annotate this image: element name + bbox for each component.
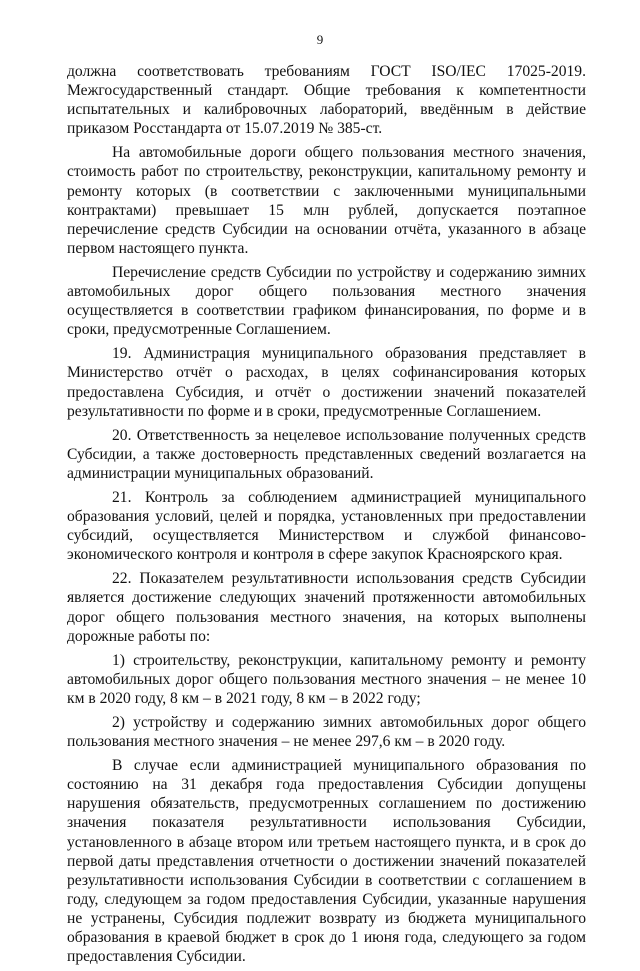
paragraph-continuation: должна соответствовать требованиям ГОСТ ISO/IEC 17025-2019. Межгосударственный стандарт. Общие требования к компетентности испытательных и калибровочных лабораторий, введённым в действие приказом Росстандарта от 15.07.2019 № 385-ст. — [67, 63, 586, 138]
list-item-2: 2) устройству и содержанию зимних автомобильных дорог общего пользования местного значения – не менее 297,6 км – в 2020 году. — [67, 714, 586, 751]
paragraph-21: 21. Контроль за соблюдением администрацией муниципального образования условий, целей и порядка, установленных при предоставлении субсидий, осуществляется Министерством и службой финансово-экономического контроля и контроля в сфере закупок Красноярского края. — [67, 488, 586, 564]
paragraph-refund-conditions: В случае если администрацией муниципального образования по состоянию на 31 декабря года предоставления Субсидии допущены нарушения обязательств, предусмотренных соглашением по достижению значения показателя результативности использования Субсидии, установленного в абзаце втором или третьем настоящего пункта, и в срок до первой даты представления отчетности о достижении значений показателей результативности использования Субсидии в соответствии с соглашением в году, следующем за годом предоставления Субсидии, указанные нарушения не устранены, Субсидия подлежит возврату из бюджета муниципального образования в краевой бюджет в срок до 1 июня года, следующего за годом предоставления Субсидии. — [67, 757, 586, 966]
page-number: 9 — [316, 32, 324, 47]
paragraph-22: 22. Показателем результативности использования средств Субсидии является достижение следующих значений протяженности автомобильных дорог общего пользования местного значения, на которых выполнены дорожные работы по: — [67, 570, 586, 645]
paragraph-20: 20. Ответственность за нецелевое использование полученных средств Субсидии, а также достоверность представленных сведений возлагается на администрации муниципальных образований. — [67, 426, 586, 482]
paragraph-staged-transfer: На автомобильные дороги общего пользования местного значения, стоимость работ по строительству, реконструкции, капитальному ремонту и ремонту которых (в соответствии с заключенными муниципальными контрактами) превышает 15 млн рублей, допускается поэтапное перечисление средств Субсидии на основании отчёта, указанного в абзаце первом настоящего пункта. — [67, 144, 586, 257]
document-body — [67, 62, 586, 971]
list-item-1: 1) строительству, реконструкции, капитальному ремонту и ремонту автомобильных дорог общего пользования местного значения – не менее 10 км в 2020 году, 8 км – в 2021 году, 8 км – в 2022 году; — [67, 651, 586, 707]
paragraph-winter-roads-transfer: Перечисление средств Субсидии по устройству и содержанию зимних автомобильных дорог общего пользования местного значения осуществляется в соответствии графиком финансирования, по форме и в сроки, предусмотренные Соглашением. — [67, 263, 586, 339]
paragraph-19: 19. Администрация муниципального образования представляет в Министерство отчёт о расходах, в целях софинансирования которых предоставлена Субсидия, и отчёт о достижении значений показателей результативности по форме и в сроки, предусмотренные Соглашением. — [67, 345, 586, 420]
